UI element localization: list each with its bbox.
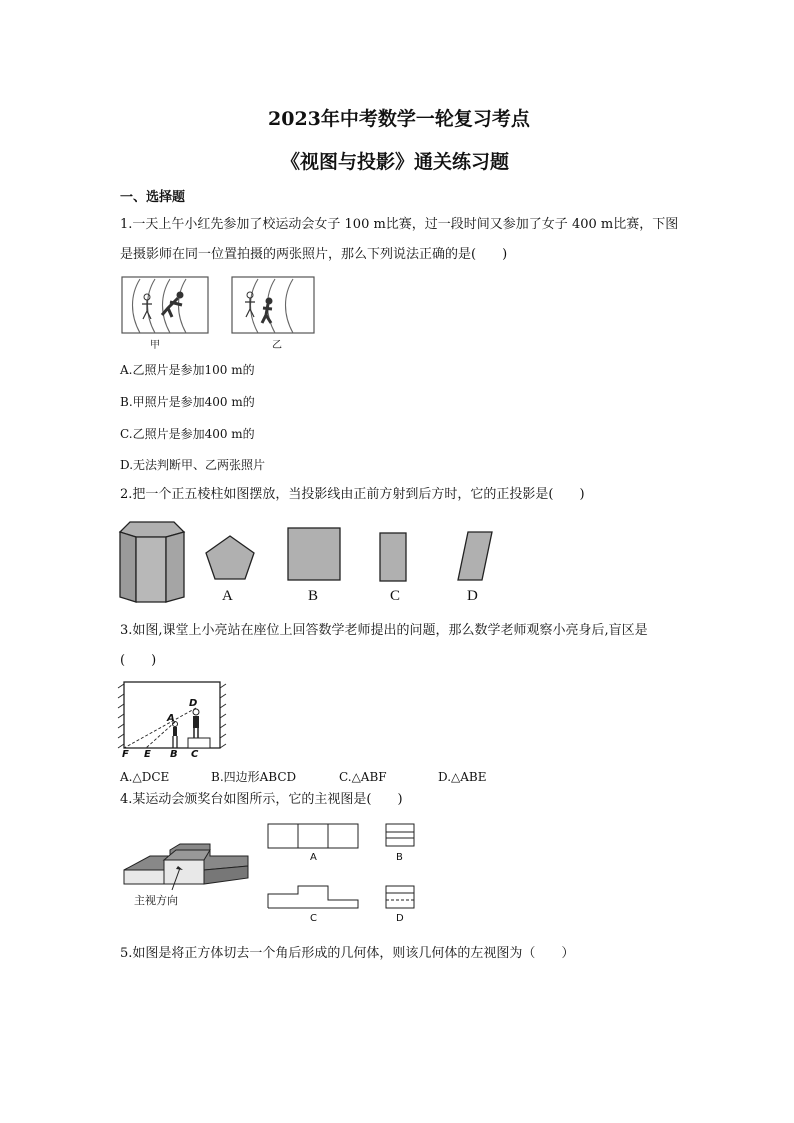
title-line-1: 2023年中考数学一轮复习考点 bbox=[268, 108, 530, 130]
q1-text-line-2: 是摄影师在同一位置拍摄的两张照片，那么下列说法正确的是( ) bbox=[120, 247, 508, 262]
q3-label-f: F bbox=[122, 749, 129, 760]
q3-option-b[interactable]: B.四边形ABCD bbox=[211, 770, 297, 784]
title-line-2: 《视图与投影》通关练习题 bbox=[281, 151, 510, 173]
q3-option-c[interactable]: C.△ABF bbox=[339, 770, 387, 784]
q3-label-e: E bbox=[144, 749, 151, 760]
q3-text-line-1: 3.如图,课堂上小亮站在座位上回答数学老师提出的问题，那么数学老师观察小亮身后,盲区是 bbox=[120, 623, 648, 638]
q3-option-d[interactable]: D.△ABE bbox=[438, 770, 487, 784]
q1-text-line-1: 1.一天上午小红先参加了校运动会女子 100 m比赛，过一段时间又参加了女子 400 m比赛，下图 bbox=[120, 217, 679, 232]
q1-option-b[interactable]: B.甲照片是参加400 m的 bbox=[120, 395, 255, 409]
q1-photo-label-yi: 乙 bbox=[272, 340, 282, 351]
q4-label-c: C bbox=[310, 913, 317, 924]
q5-text-line-1: 5.如图是将正方体切去一个角后形成的几何体，则该几何体的左视图为（ ） bbox=[120, 946, 575, 961]
q3-text-line-2: ( ) bbox=[120, 653, 157, 668]
q4-direction-label: 主视方向 bbox=[134, 894, 178, 907]
q3-label-d: D bbox=[189, 698, 198, 709]
q2-label-d: D bbox=[467, 588, 478, 604]
q1-option-c[interactable]: C.乙照片是参加400 m的 bbox=[120, 427, 255, 441]
section-heading-choice: 一、选择题 bbox=[120, 190, 186, 205]
q4-label-a: A bbox=[310, 852, 317, 863]
q3-label-a: A bbox=[167, 713, 175, 724]
q1-photo-label-jia: 甲 bbox=[150, 340, 160, 351]
q4-label-d: D bbox=[396, 913, 404, 924]
q3-label-b: B bbox=[170, 749, 178, 760]
q2-label-a: A bbox=[222, 588, 233, 604]
q3-label-c: C bbox=[191, 749, 199, 760]
q1-option-a[interactable]: A.乙照片是参加100 m的 bbox=[120, 363, 255, 377]
q2-text-line-1: 2.把一个正五棱柱如图摆放，当投影线由正前方射到后方时，它的正投影是( ) bbox=[120, 487, 585, 502]
q1-option-d[interactable]: D.无法判断甲、乙两张照片 bbox=[120, 458, 266, 472]
q4-label-b: B bbox=[396, 852, 403, 863]
q2-label-b: B bbox=[308, 588, 319, 604]
q4-text-line-1: 4.某运动会颁奖台如图所示，它的主视图是( ) bbox=[120, 792, 403, 807]
q3-option-a[interactable]: A.△DCE bbox=[120, 770, 170, 784]
q2-label-c: C bbox=[390, 588, 401, 604]
